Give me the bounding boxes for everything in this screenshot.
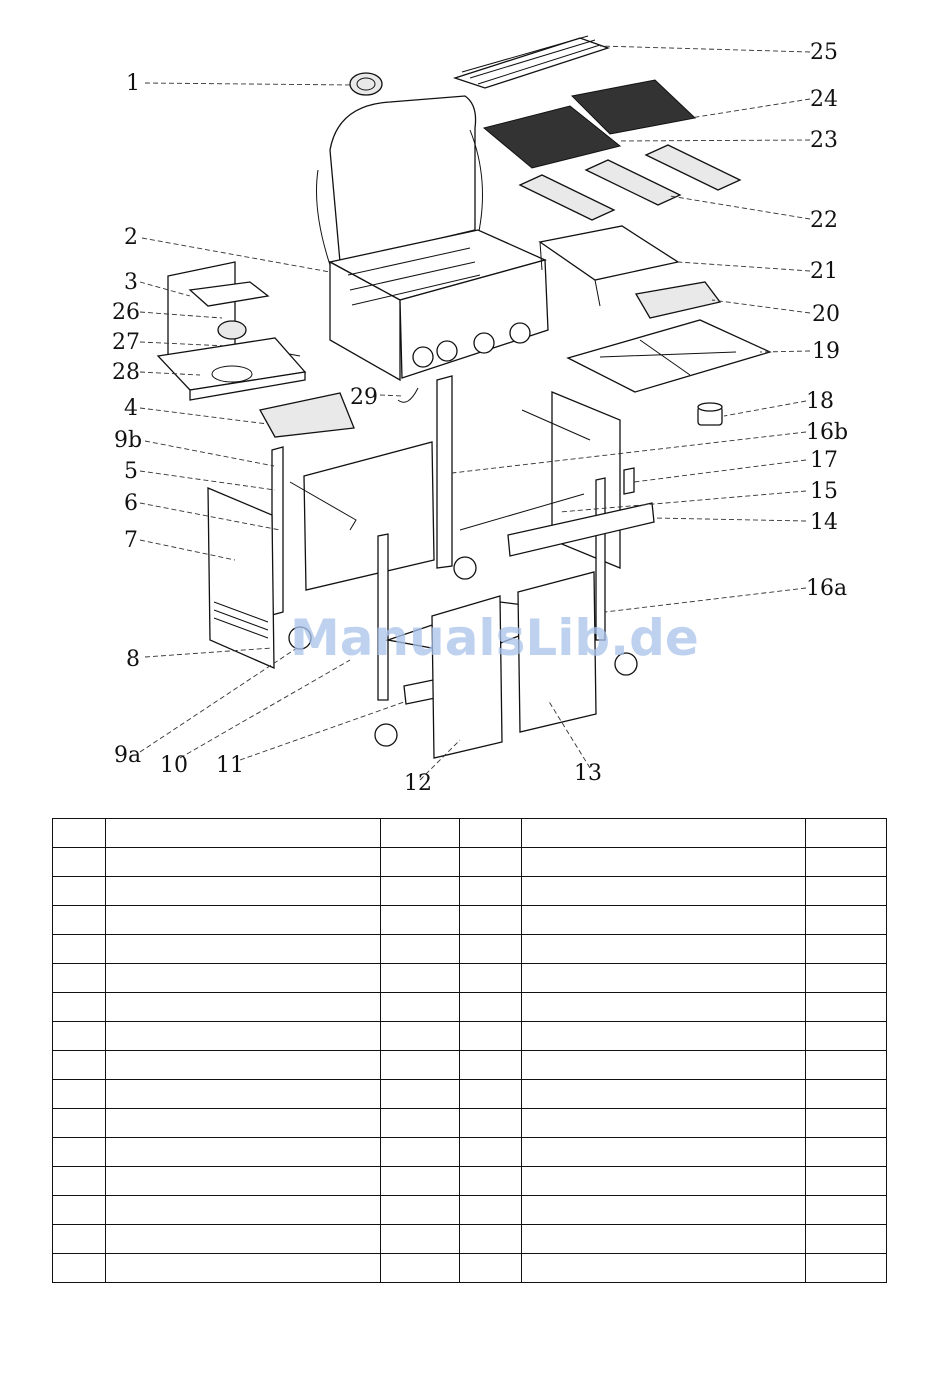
callout-17: 17 <box>810 448 838 473</box>
table-cell <box>53 1225 106 1254</box>
table-cell <box>806 1109 887 1138</box>
table-row <box>53 1051 887 1080</box>
table-row <box>53 1138 887 1167</box>
watermark: ManualsLib.de <box>290 609 699 667</box>
table-cell <box>106 1225 381 1254</box>
table-cell <box>522 964 806 993</box>
table-cell <box>53 1109 106 1138</box>
table-cell <box>522 993 806 1022</box>
table-cell <box>381 1109 460 1138</box>
table-cell <box>460 964 522 993</box>
table-cell <box>460 848 522 877</box>
table-cell <box>106 1109 381 1138</box>
callout-25: 25 <box>810 40 838 65</box>
table-cell <box>381 1196 460 1225</box>
table-cell <box>53 819 106 848</box>
callout-24: 24 <box>810 87 838 112</box>
callout-6: 6 <box>124 491 138 516</box>
parts-table-body <box>53 819 887 1283</box>
callout-14: 14 <box>810 510 838 535</box>
table-cell <box>522 906 806 935</box>
table-cell <box>106 1254 381 1283</box>
table-cell <box>806 964 887 993</box>
table-cell <box>53 906 106 935</box>
table-cell <box>522 1225 806 1254</box>
table-cell <box>106 906 381 935</box>
callout-28: 28 <box>112 360 140 385</box>
table-row <box>53 1109 887 1138</box>
table-row <box>53 1254 887 1283</box>
table-cell <box>381 1138 460 1167</box>
table-row <box>53 819 887 848</box>
table-cell <box>806 906 887 935</box>
table-cell <box>381 1225 460 1254</box>
table-cell <box>106 964 381 993</box>
table-row <box>53 1225 887 1254</box>
callout-21: 21 <box>810 259 838 284</box>
table-cell <box>806 1138 887 1167</box>
table-cell <box>381 1051 460 1080</box>
table-cell <box>381 1080 460 1109</box>
callout-20: 20 <box>812 302 840 327</box>
table-cell <box>460 1225 522 1254</box>
table-cell <box>106 877 381 906</box>
table-row <box>53 1167 887 1196</box>
table-cell <box>53 1138 106 1167</box>
table-cell <box>806 1196 887 1225</box>
callout-16a: 16a <box>806 576 848 601</box>
table-cell <box>806 1051 887 1080</box>
table-row <box>53 935 887 964</box>
table-row <box>53 1080 887 1109</box>
table-cell <box>381 1254 460 1283</box>
table-cell <box>381 1022 460 1051</box>
table-cell <box>53 935 106 964</box>
table-cell <box>522 877 806 906</box>
table-cell <box>106 1080 381 1109</box>
callout-23: 23 <box>810 128 838 153</box>
table-row <box>53 877 887 906</box>
callout-29: 29 <box>350 385 378 410</box>
table-cell <box>381 964 460 993</box>
table-cell <box>460 877 522 906</box>
table-cell <box>522 1254 806 1283</box>
table-cell <box>460 993 522 1022</box>
table-cell <box>806 1167 887 1196</box>
callout-19: 19 <box>812 339 840 364</box>
table-cell <box>381 848 460 877</box>
table-cell <box>806 848 887 877</box>
table-row <box>53 964 887 993</box>
callout-9a: 9a <box>114 743 142 768</box>
table-cell <box>806 1225 887 1254</box>
table-cell <box>522 1109 806 1138</box>
table-cell <box>53 1167 106 1196</box>
table-cell <box>106 935 381 964</box>
table-cell <box>53 877 106 906</box>
callout-9b: 9b <box>114 428 143 453</box>
table-cell <box>806 935 887 964</box>
table-cell <box>522 1138 806 1167</box>
callout-11: 11 <box>216 753 244 778</box>
table-cell <box>106 993 381 1022</box>
table-cell <box>106 819 381 848</box>
table-cell <box>522 1167 806 1196</box>
table-cell <box>53 1022 106 1051</box>
table-cell <box>106 1051 381 1080</box>
table-cell <box>53 1080 106 1109</box>
table-cell <box>460 1080 522 1109</box>
callout-16b: 16b <box>806 420 849 445</box>
table-cell <box>106 1138 381 1167</box>
table-row <box>53 993 887 1022</box>
table-row <box>53 906 887 935</box>
table-cell <box>460 819 522 848</box>
table-cell <box>381 1167 460 1196</box>
callout-26: 26 <box>112 300 140 325</box>
table-cell <box>460 1138 522 1167</box>
table-cell <box>806 1254 887 1283</box>
table-cell <box>460 935 522 964</box>
table-cell <box>460 1051 522 1080</box>
table-cell <box>806 819 887 848</box>
table-cell <box>53 1254 106 1283</box>
table-cell <box>806 1080 887 1109</box>
table-cell <box>460 1167 522 1196</box>
callout-1: 1 <box>126 71 140 96</box>
table-row <box>53 1022 887 1051</box>
callout-27: 27 <box>112 330 140 355</box>
parts-list-table <box>52 818 887 1283</box>
callout-7: 7 <box>124 528 138 553</box>
table-cell <box>806 877 887 906</box>
table-cell <box>522 1080 806 1109</box>
table-cell <box>522 1022 806 1051</box>
table-cell <box>381 819 460 848</box>
table-cell <box>53 964 106 993</box>
table-cell <box>460 906 522 935</box>
table-row <box>53 1196 887 1225</box>
callout-15: 15 <box>810 479 838 504</box>
table-cell <box>460 1109 522 1138</box>
table-cell <box>53 1051 106 1080</box>
table-cell <box>106 848 381 877</box>
table-cell <box>381 935 460 964</box>
table-cell <box>806 993 887 1022</box>
table-cell <box>460 1196 522 1225</box>
callout-13: 13 <box>574 761 602 786</box>
table-cell <box>522 1051 806 1080</box>
table-cell <box>806 1022 887 1051</box>
callout-10: 10 <box>160 753 188 778</box>
callout-12: 12 <box>404 771 432 796</box>
callout-22: 22 <box>810 208 838 233</box>
table-cell <box>381 993 460 1022</box>
table-row <box>53 848 887 877</box>
table-cell <box>460 1022 522 1051</box>
callout-2: 2 <box>124 225 138 250</box>
callout-3: 3 <box>124 270 138 295</box>
table-cell <box>522 848 806 877</box>
callout-8: 8 <box>126 647 140 672</box>
table-cell <box>53 993 106 1022</box>
table-cell <box>106 1167 381 1196</box>
table-cell <box>381 906 460 935</box>
table-cell <box>106 1022 381 1051</box>
table-cell <box>460 1254 522 1283</box>
table-cell <box>53 848 106 877</box>
table-cell <box>106 1196 381 1225</box>
table-cell <box>522 1196 806 1225</box>
callout-5: 5 <box>124 459 138 484</box>
callout-4: 4 <box>124 396 138 421</box>
table-cell <box>522 935 806 964</box>
table-cell <box>53 1196 106 1225</box>
table-cell <box>381 877 460 906</box>
callout-18: 18 <box>806 389 834 414</box>
table-cell <box>522 819 806 848</box>
